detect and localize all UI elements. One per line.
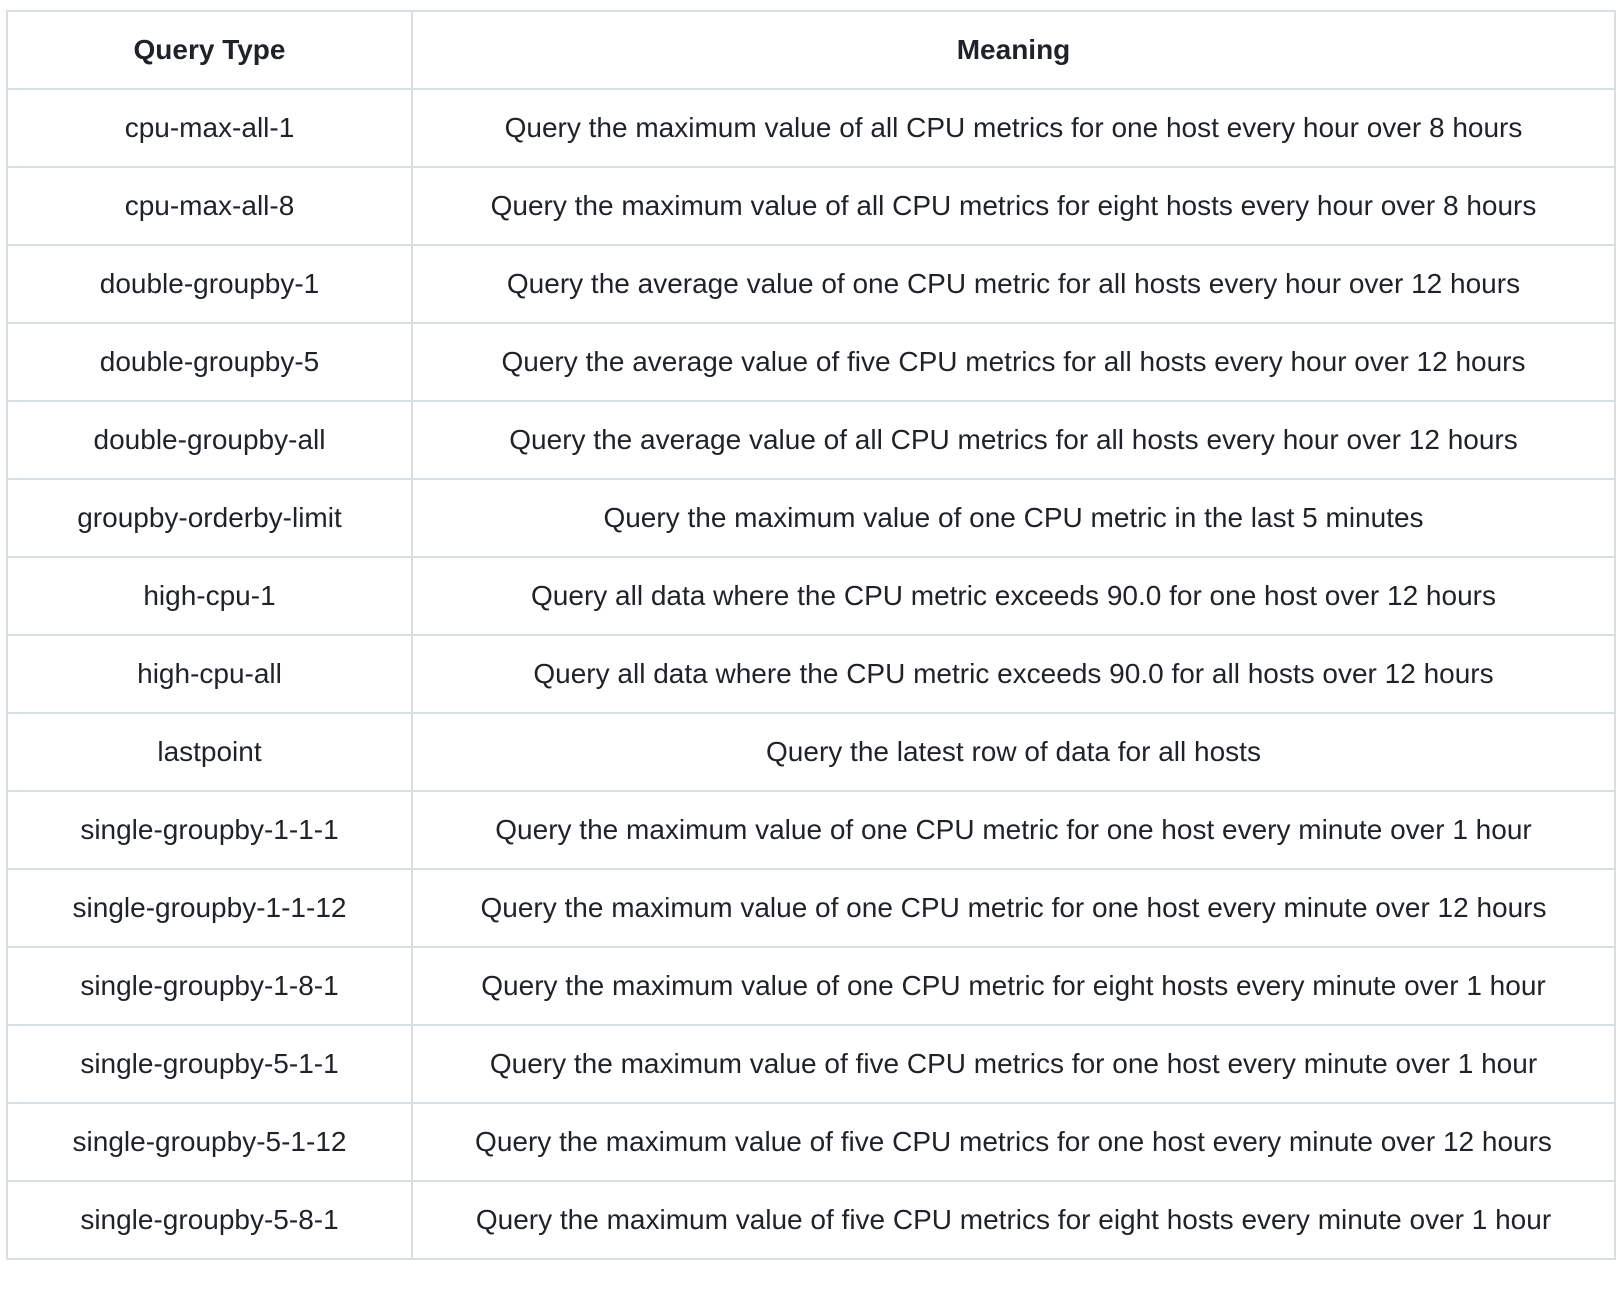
table-row (7, 89, 1615, 167)
table-row (7, 791, 1615, 869)
meaning-cell: Query all data where the CPU metric exceeds 90.0 for one host over 12 hours (412, 557, 1615, 635)
meaning-cell: Query the maximum value of one CPU metric for one host every minute over 1 hour (412, 791, 1615, 869)
meaning-cell: Query the maximum value of five CPU metrics for eight hosts every minute over 1 hour (412, 1181, 1615, 1259)
header-query-type: Query Type (7, 11, 412, 89)
meaning-cell: Query the maximum value of five CPU metrics for one host every minute over 1 hour (412, 1025, 1615, 1103)
query-type-cell: cpu-max-all-1 (7, 89, 412, 167)
query-type-cell: single-groupby-1-8-1 (7, 947, 412, 1025)
query-type-cell: single-groupby-5-1-1 (7, 1025, 412, 1103)
meaning-cell: Query the maximum value of one CPU metric in the last 5 minutes (412, 479, 1615, 557)
table-row (7, 1025, 1615, 1103)
table-row (7, 401, 1615, 479)
table-row (7, 713, 1615, 791)
table-row (7, 947, 1615, 1025)
query-type-cell: cpu-max-all-8 (7, 167, 412, 245)
query-type-cell: double-groupby-5 (7, 323, 412, 401)
query-type-cell: high-cpu-all (7, 635, 412, 713)
table-row (7, 245, 1615, 323)
query-type-cell: lastpoint (7, 713, 412, 791)
table-row (7, 167, 1615, 245)
table-row (7, 1181, 1615, 1259)
meaning-cell: Query the average value of five CPU metrics for all hosts every hour over 12 hours (412, 323, 1615, 401)
meaning-cell: Query the maximum value of all CPU metrics for one host every hour over 8 hours (412, 89, 1615, 167)
table-row (7, 557, 1615, 635)
query-type-cell: single-groupby-1-1-1 (7, 791, 412, 869)
meaning-cell: Query the maximum value of one CPU metric for eight hosts every minute over 1 hour (412, 947, 1615, 1025)
query-type-cell: double-groupby-all (7, 401, 412, 479)
meaning-cell: Query the maximum value of five CPU metrics for one host every minute over 12 hours (412, 1103, 1615, 1181)
table-row (7, 1103, 1615, 1181)
meaning-cell: Query the latest row of data for all hosts (412, 713, 1615, 791)
query-type-cell: single-groupby-5-8-1 (7, 1181, 412, 1259)
query-type-cell: single-groupby-1-1-12 (7, 869, 412, 947)
query-type-cell: groupby-orderby-limit (7, 479, 412, 557)
table-header-row (7, 11, 1615, 89)
meaning-cell: Query the average value of one CPU metric for all hosts every hour over 12 hours (412, 245, 1615, 323)
meaning-cell: Query the maximum value of one CPU metric for one host every minute over 12 hours (412, 869, 1615, 947)
table-row (7, 869, 1615, 947)
query-types-table-container (6, 10, 1614, 1260)
meaning-cell: Query the maximum value of all CPU metrics for eight hosts every hour over 8 hours (412, 167, 1615, 245)
query-type-cell: double-groupby-1 (7, 245, 412, 323)
table-row (7, 323, 1615, 401)
table-row (7, 479, 1615, 557)
table-row (7, 635, 1615, 713)
meaning-cell: Query the average value of all CPU metrics for all hosts every hour over 12 hours (412, 401, 1615, 479)
query-type-cell: single-groupby-5-1-12 (7, 1103, 412, 1181)
query-types-table (6, 10, 1616, 1260)
header-meaning: Meaning (412, 11, 1615, 89)
meaning-cell: Query all data where the CPU metric exceeds 90.0 for all hosts over 12 hours (412, 635, 1615, 713)
query-type-cell: high-cpu-1 (7, 557, 412, 635)
